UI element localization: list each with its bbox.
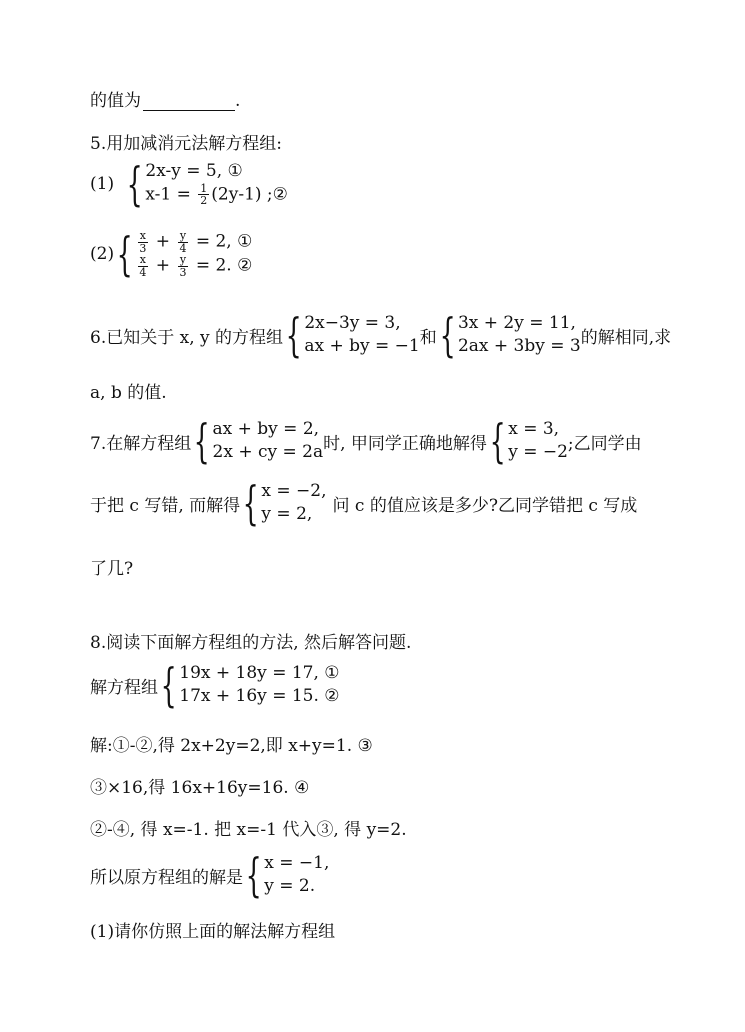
- q5-part1-eq2: x-1 = $\frac{1}{2}$ (2y-1) ;②: [145, 181, 288, 208]
- q6-prefix: 6.已知关于 x, y 的方程组: [90, 327, 284, 348]
- q8-solution: [264, 852, 329, 898]
- q7-system: [213, 418, 324, 464]
- q8-step3: ②-④, 得 x=-1. 把 x=-1 代入③, 得 y=2.: [90, 820, 407, 840]
- q4-text: 的值为: [90, 91, 141, 111]
- q5-part1-label: (1): [90, 173, 115, 194]
- left-brace-icon: {: [160, 658, 177, 712]
- q5-part2-label: (2): [90, 244, 115, 265]
- q8-step2: ③×16,得 16x+16y=16. ④: [90, 778, 310, 798]
- q7-sys-eq2: 2x + cy = 2a: [212, 442, 324, 462]
- q7-tail: ;乙同学由: [567, 433, 642, 454]
- q6-sysB-eq1: 3x + 2y = 11,: [457, 313, 576, 334]
- q8-sol-y: y = 2.: [264, 876, 316, 896]
- q8-system: [179, 662, 339, 708]
- q8-conclusion: [90, 848, 330, 902]
- q5-part1: [90, 156, 288, 211]
- q7-sol2-x: x = −2,: [261, 481, 327, 502]
- q5-part2-eq2: $\frac{x}{4}$ + $\frac{y}{3}$ = 2. ②: [139, 253, 253, 279]
- q7-line2-prefix: 于把 c 写错, 而解得: [90, 495, 241, 516]
- q8-solve-prefix: 解方程组: [90, 677, 158, 698]
- q6-suffix: 的解相同,求: [580, 327, 672, 348]
- q6-mid: 和: [419, 327, 437, 348]
- fraction: $\frac{1}{2}$: [200, 181, 208, 208]
- q8-sol-x: x = −1,: [264, 853, 330, 874]
- q6-sysA-eq2: ax + by = −1: [304, 336, 420, 356]
- q7-sol2-y: y = 2,: [261, 504, 313, 524]
- q6-sysB-eq2: 2ax + 3by = 3: [457, 336, 581, 356]
- q7-mid: 时, 甲同学正确地解得: [323, 433, 487, 454]
- q8-conclusion-prefix: 所以原方程组的解是: [90, 867, 243, 888]
- q4-answer-blank[interactable]: [143, 93, 235, 111]
- q8-sys-eq2: 17x + 16y = 15. ②: [179, 686, 340, 706]
- q8-step1: 解:①-②,得 2x+2y=2,即 x+y=1. ③: [90, 736, 373, 756]
- q5-part2-system: [135, 230, 252, 278]
- q7-prefix: 7.在解方程组: [90, 433, 192, 454]
- q7-line1: [90, 414, 642, 468]
- left-brace-icon: {: [245, 848, 262, 902]
- left-brace-icon: {: [126, 156, 143, 211]
- q7-sol-x: x = 3,: [508, 419, 560, 440]
- q7-sys-eq1: ax + by = 2,: [212, 419, 320, 440]
- q6-system-a: [304, 312, 419, 358]
- q8-title: 8.阅读下面解方程组的方法, 然后解答问题.: [90, 633, 412, 653]
- q5-part1-eq1: 2x-y = 5, ①: [145, 161, 243, 181]
- q5-part1-system: [145, 160, 288, 207]
- q7-line2: [90, 476, 638, 530]
- q6-system-b: [458, 312, 581, 358]
- q5-part2-eq1: $\frac{x}{3}$ + $\frac{y}{4}$ = 2, ①: [139, 229, 253, 255]
- left-brace-icon: {: [489, 414, 506, 468]
- q7-line3: 了几?: [90, 559, 134, 579]
- q8-system-line: [90, 658, 340, 712]
- q8-sub1: (1)请你仿照上面的解法解方程组: [90, 922, 336, 942]
- q6-line2: a, b 的值.: [90, 383, 167, 403]
- left-brace-icon: {: [439, 308, 456, 362]
- q4-answer-line: [90, 86, 240, 111]
- q6-sysA-eq1: 2x−3y = 3,: [304, 313, 401, 334]
- q7-line2-suffix: 问 c 的值应该是多少?乙同学错把 c 写成: [332, 495, 638, 516]
- q5-part2: [90, 227, 253, 282]
- left-brace-icon: {: [116, 227, 133, 282]
- q5-title: 5.用加减消元法解方程组:: [90, 134, 282, 154]
- q6-line1: [90, 308, 672, 362]
- q7-sol-y: y = −2: [508, 442, 568, 462]
- left-brace-icon: {: [193, 414, 210, 468]
- q8-sys-eq1: 19x + 18y = 17, ①: [179, 663, 340, 684]
- q7-solution2: [261, 480, 326, 526]
- left-brace-icon: {: [242, 476, 259, 530]
- left-brace-icon: {: [285, 308, 302, 362]
- q7-solution: [508, 418, 568, 464]
- q4-period: .: [235, 91, 241, 111]
